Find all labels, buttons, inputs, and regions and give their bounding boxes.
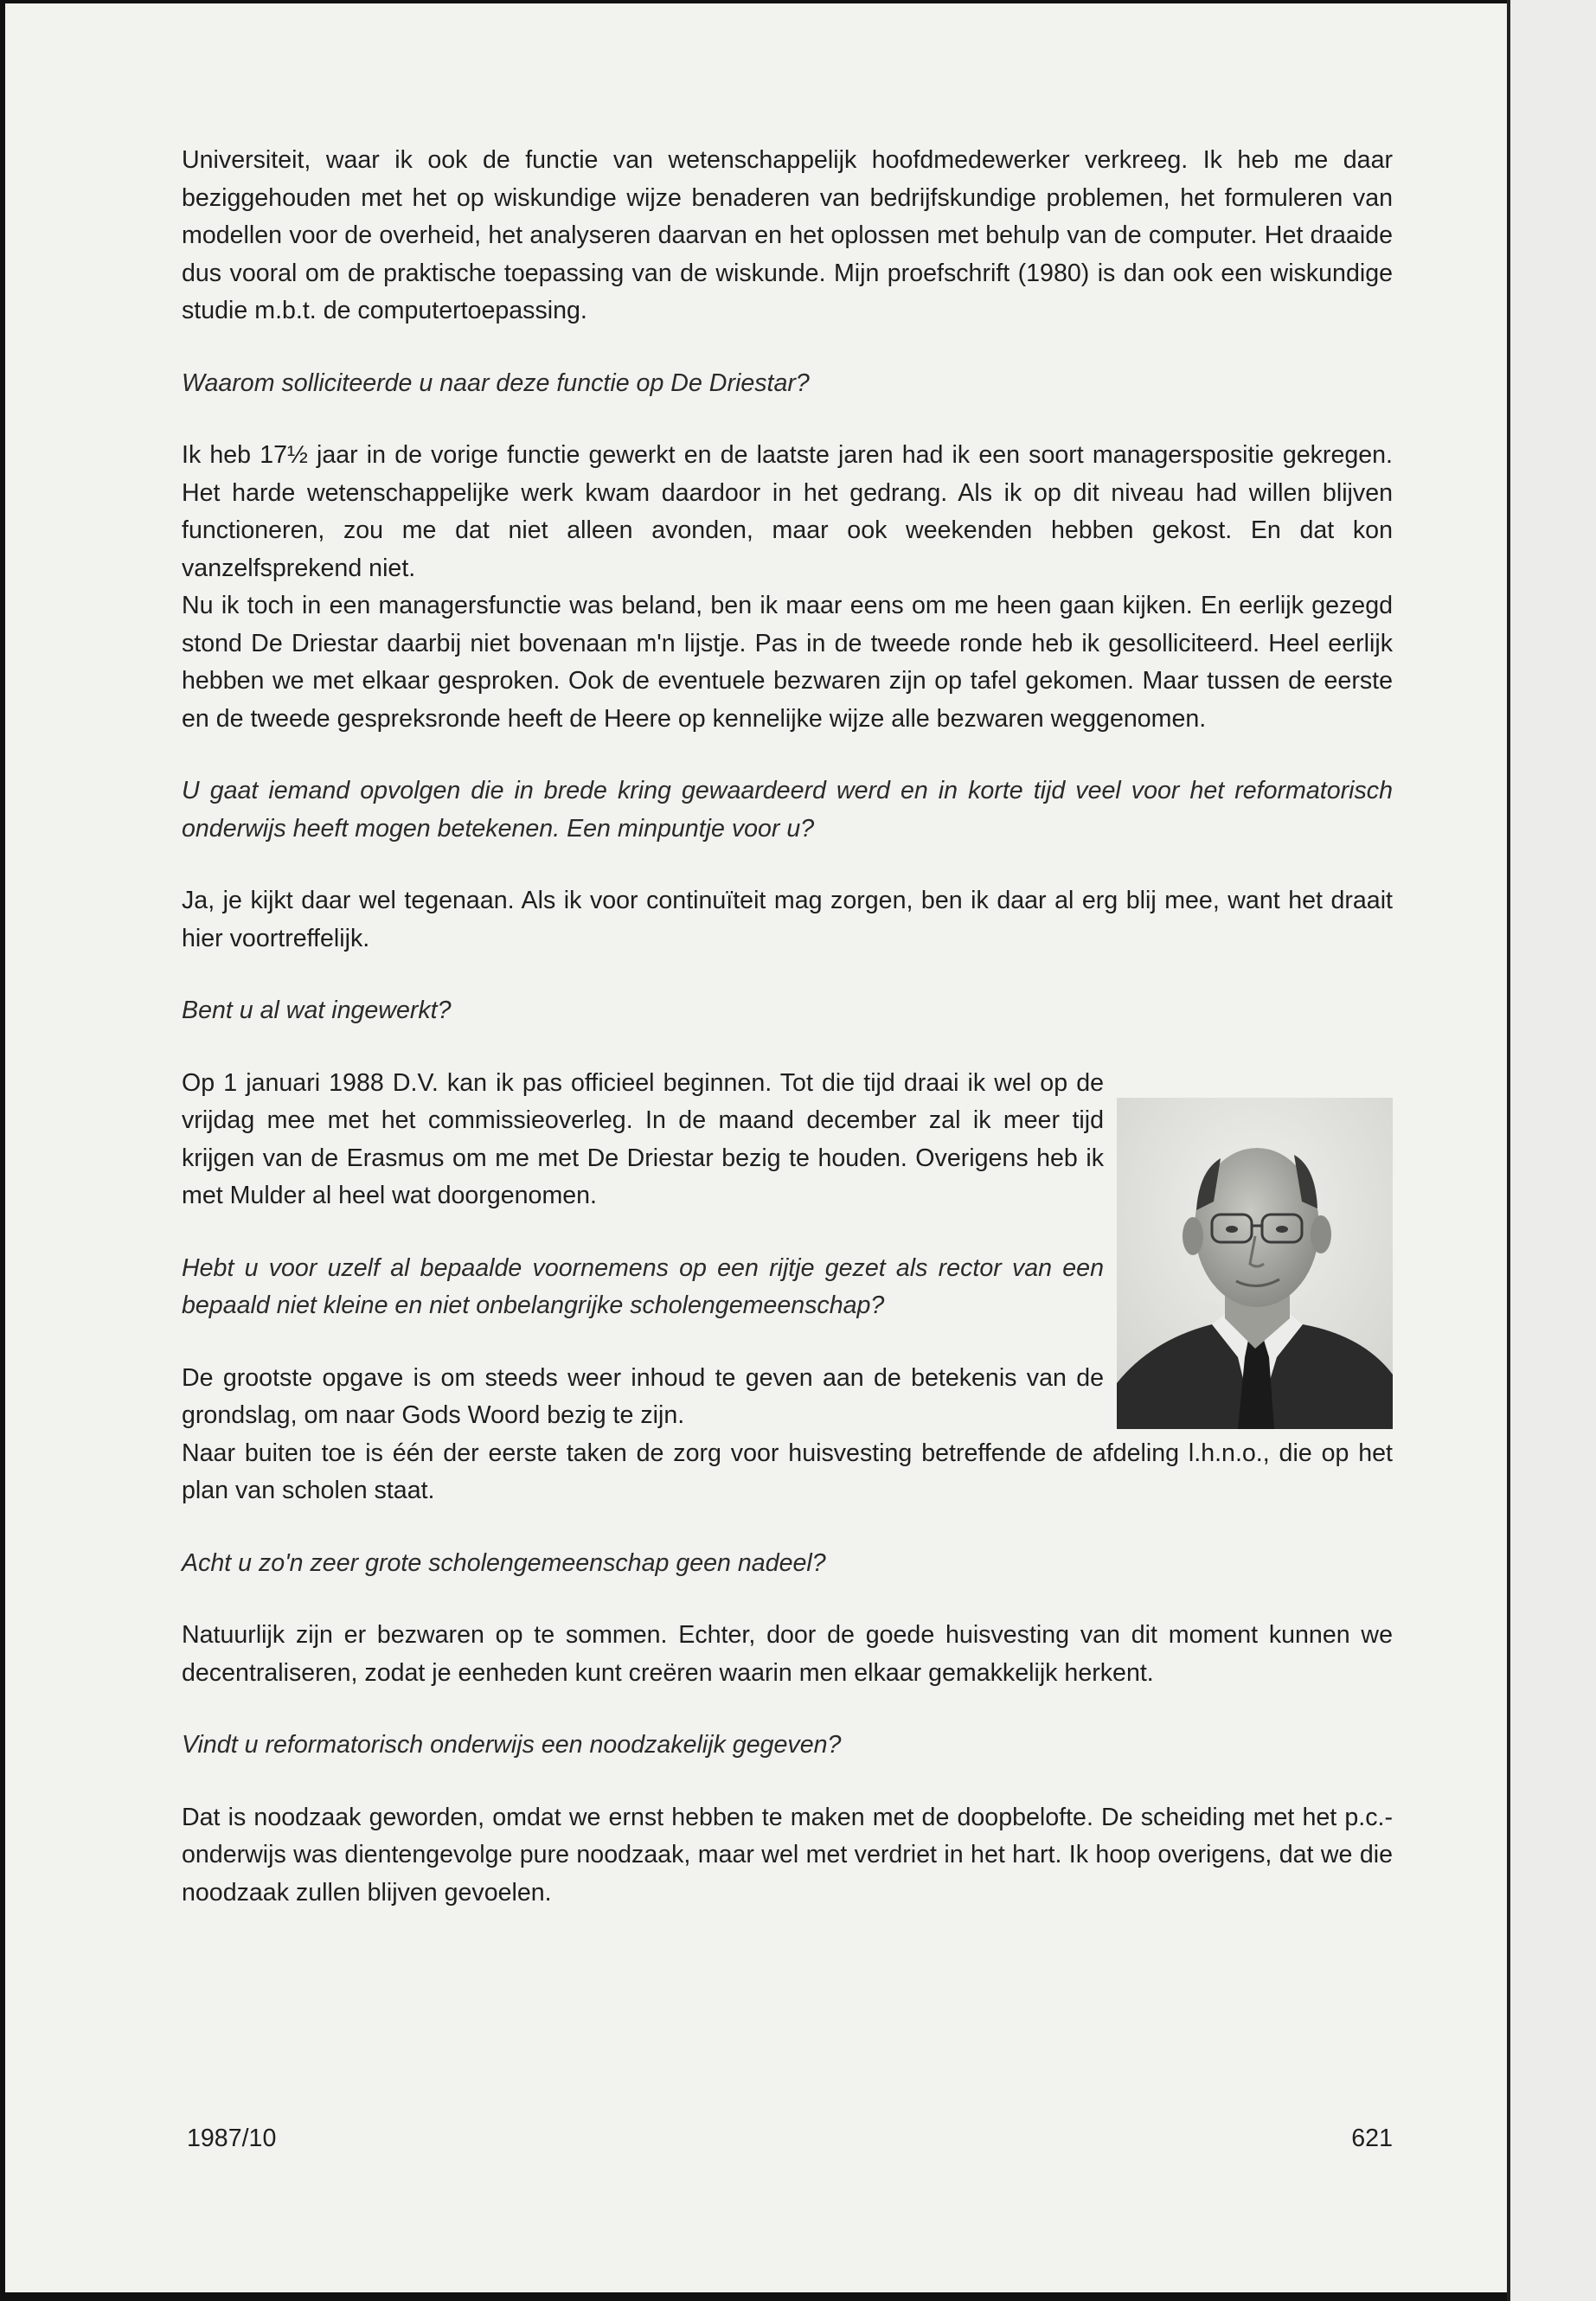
answer-paragraph: Op 1 januari 1988 D.V. kan ik pas officieel beginnen. Tot die tijd draai ik wel op de vrijdag mee met het commissieoverleg. In de maand december zal ik meer tijd krijgen van de Erasmus om me met De Driestar bezig te houden. Overigens heb ik met Mulder al heel wat doorgenomen. (182, 1068, 1104, 1209)
scan-margin (1510, 0, 1596, 2301)
interview-question: U gaat iemand opvolgen die in brede kring gewaardeerd werd en in korte tijd veel voor het reformatorisch onderwijs heeft mogen betekenen. Een minpuntje voor u? (182, 777, 1393, 843)
answer-paragraph: Naar buiten toe is één der eerste taken de zorg voor huisvesting betreffende de afdeling l.h.n.o., die op het plan van scholen staat. (182, 1439, 1393, 1504)
portrait-illustration (1117, 1098, 1393, 1429)
interview-question: Bent u al wat ingewerkt? (182, 997, 452, 1024)
page-footer (187, 2125, 1393, 2159)
answer-paragraph: Natuurlijk zijn er bezwaren op te sommen. Echter, door de goede huisvesting van dit moment kunnen we decentraliseren, zodat je eenheden kunt creëren waarin men elkaar gemakkelijk herkent. (182, 1621, 1393, 1687)
interview-question: Vindt u reformatorisch onderwijs een noodzakelijk gegeven? (182, 1731, 842, 1759)
answer-paragraph: Dat is noodzaak geworden, omdat we ernst hebben te maken met de doopbelofte. De scheiding met het p.c.-onderwijs was dientengevolge pure noodzaak, maar wel met verdriet in het hart. Ik hoop overigens, dat we die noodzaak zullen blijven gevoelen. (182, 1803, 1393, 1907)
interview-question: Waarom solliciteerde u naar deze functie op De Driestar? (182, 369, 810, 397)
page-number: 621 (1351, 2125, 1393, 2152)
answer-paragraph: Nu ik toch in een managersfunctie was beland, ben ik maar eens om me heen gaan kijken. En eerlijk gezegd stond De Driestar daarbij niet bovenaan m'n lijstje. Pas in de tweede ronde heb ik gesolliciteerd. Heel eerlijk hebben we met elkaar gesproken. Ook de eventuele bezwaren zijn op tafel gekomen. Maar tussen de eerste en de tweede gespreksronde heeft de Heere op kennelijke wijze alle bezwaren weggenomen. (182, 592, 1393, 733)
issue-number: 1987/10 (187, 2125, 277, 2152)
answer-paragraph: Universiteit, waar ik ook de functie van wetenschappelijk hoofdmedewerker verkreeg. Ik heb me daar beziggehouden met het op wiskundige wijze benaderen van bedrijfskundige problemen, het formuleren van modellen voor de overheid, het analyseren daarvan en het oplossen met behulp van de computer. Het draaide dus vooral om de praktische toepassing van de wiskunde. Mijn proefschrift (1980) is dan ook een wiskundige studie m.b.t. de computertoepassing. (182, 146, 1393, 324)
answer-paragraph: Ik heb 17½ jaar in de vorige functie gewerkt en de laatste jaren had ik een soort managerspositie gekregen. Het harde wetenschappelijke werk kwam daardoor in het gedrang. Als ik op dit niveau had willen blijven functioneren, zou me dat niet alleen avonden, maar ook weekenden hebben gekost. En dat kon vanzelfsprekend niet. (182, 441, 1393, 582)
interview-question: Hebt u voor uzelf al bepaalde voornemens op een rijtje gezet als rector van een bepaald niet kleine en niet onbelangrijke scholengemeenschap? (182, 1253, 1104, 1319)
portrait-photo (1117, 1098, 1393, 1429)
interview-question: Acht u zo'n zeer grote scholengemeenschap geen nadeel? (182, 1548, 826, 1577)
answer-paragraph: Ja, je kijkt daar wel tegenaan. Als ik voor continuïteit mag zorgen, ben ik daar al erg blij mee, want het draait hier voortreffelijk. (182, 887, 1393, 952)
answer-paragraph: De grootste opgave is om steeds weer inhoud te geven aan de betekenis van de grondslag, om naar Gods Woord bezig te zijn. (182, 1363, 1104, 1429)
page (5, 3, 1510, 2292)
article-body (182, 142, 1393, 1912)
